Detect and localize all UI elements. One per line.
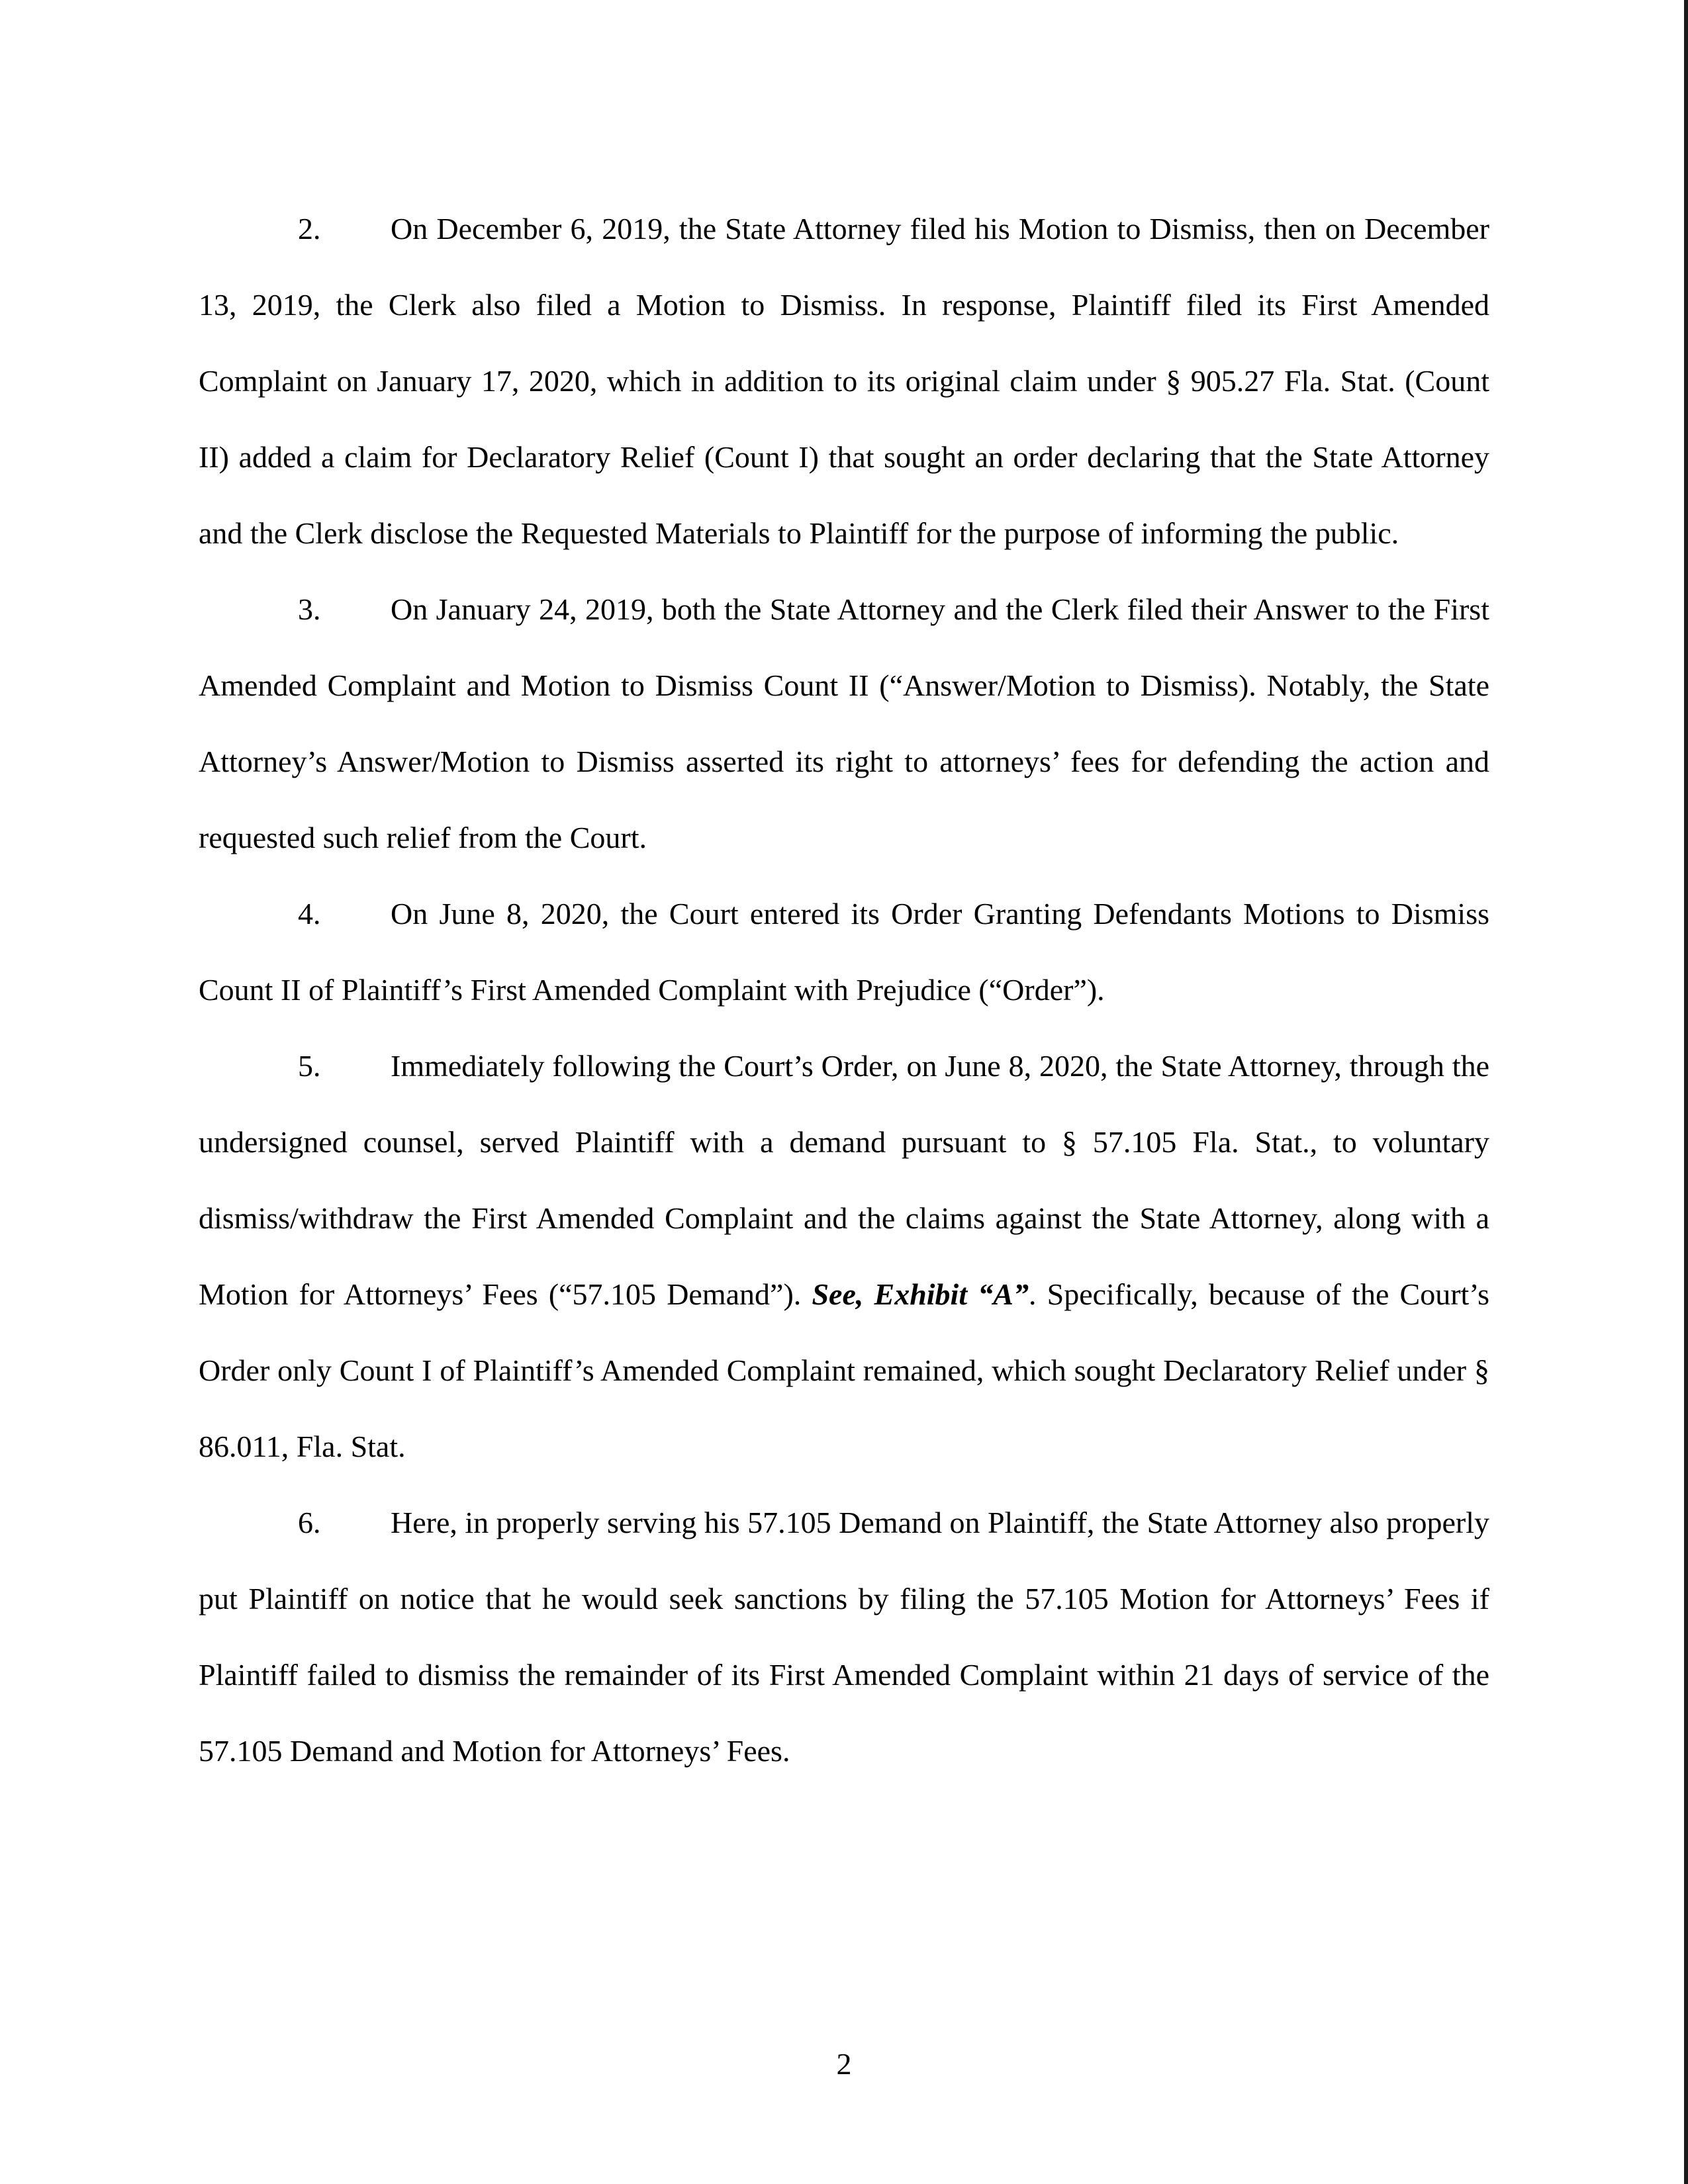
paragraph-4 bbox=[199, 876, 1489, 1028]
paragraph-5 bbox=[199, 1028, 1489, 1484]
paragraph-text-before: Immediately following the Court’s Order, on June 8, 2020, the State Attorney, through the undersigned counsel, served Plaintiff with a demand pursuant to § 57.105 Fla. Stat., to voluntary dismiss/withdraw the First Amended Complaint and the claims against the State Attorney, along with a Motion for Attorneys’ Fees (“57.105 Demand”). bbox=[199, 1049, 1489, 1311]
paragraph-text-after: . Specifically, because of the Court’s Order only Count I of Plaintiff’s Amended Complaint remained, which sought Declaratory Relief under § 86.011, Fla. Stat. bbox=[199, 1277, 1489, 1463]
paragraph-3 bbox=[199, 571, 1489, 876]
paragraph-2 bbox=[199, 191, 1489, 571]
paragraph-number: 6. bbox=[298, 1506, 321, 1539]
paragraph-text: Here, in properly serving his 57.105 Demand on Plaintiff, the State Attorney also properly put Plaintiff on notice that he would seek sanctions by filing the 57.105 Motion for Attorneys’ Fees if Plaintiff failed to dismiss the remainder of its First Amended Complaint within 21 days of service of the 57.105 Demand and Motion for Attorneys’ Fees. bbox=[199, 1506, 1489, 1768]
paragraph-6 bbox=[199, 1484, 1489, 1789]
exhibit-reference: See, Exhibit “A” bbox=[812, 1277, 1029, 1311]
paragraph-number: 5. bbox=[298, 1049, 321, 1083]
paragraph-text: On January 24, 2019, both the State Attorney and the Clerk filed their Answer to the First Amended Complaint and Motion to Dismiss Count II (“Answer/Motion to Dismiss). Notably, the State Attorney’s Answer/Motion to Dismiss asserted its right to attorneys’ fees for defending the action and requested such relief from the Court. bbox=[199, 592, 1489, 854]
paragraph-text: On June 8, 2020, the Court entered its Order Granting Defendants Motions to Dismiss Count II of Plaintiff’s First Amended Complaint with Prejudice (“Order”). bbox=[199, 897, 1489, 1007]
page-number: 2 bbox=[836, 2047, 852, 2081]
document-body bbox=[199, 191, 1489, 1789]
paragraph-text: On December 6, 2019, the State Attorney filed his Motion to Dismiss, then on December 13, 2019, the Clerk also filed a Motion to Dismiss. In response, Plaintiff filed its First Amended Complaint on January 17, 2020, which in addition to its original claim under § 905.27 Fla. Stat. (Count II) added a claim for Declaratory Relief (Count I) that sought an order declaring that the State Attorney and the Clerk disclose the Requested Materials to Plaintiff for the purpose of informing the public. bbox=[199, 212, 1489, 550]
paragraph-number: 2. bbox=[298, 212, 321, 246]
paragraph-number: 3. bbox=[298, 592, 321, 626]
page-edge-border bbox=[1684, 0, 1688, 2184]
paragraph-number: 4. bbox=[298, 897, 321, 931]
